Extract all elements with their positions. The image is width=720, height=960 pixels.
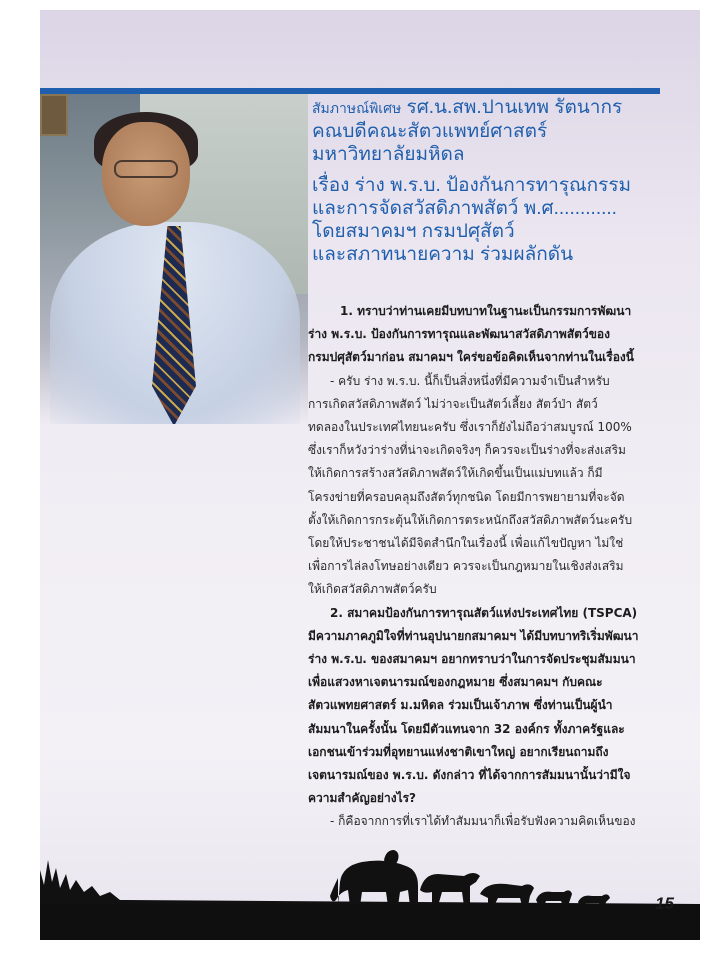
- question-2-line: มีความภาคภูมิใจที่ท่านอุปนายกสมาคมฯ ได้มีบทบาทริเริ่มพัฒนา: [308, 628, 639, 643]
- answer-1-line: การเกิดสวัสดิภาพสัตว์ ไม่ว่าจะเป็นสัตว์เลี้ยง สัตว์ป่า สัตว์: [308, 396, 598, 411]
- answer-1-line: โดยให้ประชาชนได้มีจิตสำนึกในเรื่องนี้ เพื่อแก้ไขปัญหา ไม่ใช่: [308, 536, 624, 551]
- article-body: [308, 300, 660, 834]
- footer-band: [40, 904, 700, 940]
- question-2-line: 2. สมาคมป้องกันการทารุณสัตว์แห่งประเทศไทย (TSPCA): [330, 605, 638, 620]
- magazine-page: [40, 10, 700, 940]
- answer-1: [308, 370, 660, 602]
- topic-line-2: และการจัดสวัสดิภาพสัตว์ พ.ศ............: [312, 198, 617, 219]
- question-1-line: กรมปศุสัตว์มาก่อน สมาคมฯ ใคร่ขอข้อคิดเห็นจากท่านในเรื่องนี้: [308, 350, 634, 365]
- answer-1-line: ทดลองในประเทศไทยนะครับ ซึ่งเราก็ยังไม่ถือว่าสมบูรณ์ 100%: [308, 420, 632, 435]
- topic-line-4: และสภาทนายความ ร่วมผลักดัน: [312, 244, 574, 265]
- question-1-line: ร่าง พ.ร.บ. ป้องกันการทารุณและพัฒนาสวัสดิภาพสัตว์ของ: [308, 327, 610, 342]
- elephant-silhouette: [330, 861, 418, 906]
- answer-1-line: ให้เกิดการสร้างสวัสดิภาพสัตว์ให้เกิดขึ้นเป็นแม่บทแล้ว ก็มี: [308, 466, 603, 481]
- monkey-silhouette: [384, 850, 399, 864]
- article-heading: [312, 96, 700, 266]
- page-number: 15: [655, 894, 674, 913]
- question-2-line: ร่าง พ.ร.บ. ของสมาคมฯ อยากทราบว่าในการจัดประชุมสัมมนา: [308, 652, 636, 667]
- question-2: [308, 602, 660, 811]
- interviewee-university: มหาวิทยาลัยมหิดล: [312, 144, 465, 165]
- answer-1-line: ตั้งให้เกิดการกระตุ้นให้เกิดการตระหนักถึงสวัสดิภาพสัตว์นะครับ: [308, 512, 633, 527]
- answer-1-line: ให้เกิดสวัสดิภาพสัตว์ครับ: [308, 582, 437, 597]
- photo-wall-frame: [40, 94, 68, 136]
- photo-person-glasses: [114, 160, 178, 178]
- topic-line-3: โดยสมาคมฯ กรมปศุสัตว์: [312, 221, 515, 242]
- interviewee-photo: [40, 94, 308, 424]
- horse-silhouette: [420, 873, 480, 906]
- question-1: [308, 300, 660, 370]
- question-2-line: ความสำคัญอย่างไร?: [308, 791, 417, 806]
- tiger-silhouette: [480, 884, 534, 906]
- question-2-line: สัตวแพทยศาสตร์ ม.มหิดล ร่วมเป็นเจ้าภาพ ซึ่งท่านเป็นผู้นำ: [308, 698, 613, 713]
- interviewee-position: คณบดีคณะสัตวแพทย์ศาสตร์: [312, 121, 548, 142]
- question-2-line: เจตนารมณ์ของ พ.ร.บ. ดังกล่าว ที่ได้จากการสัมมนานั้นว่ามีใจ: [308, 768, 631, 783]
- answer-2-line: - ก็คือจากการที่เราได้ทำสัมมนาก็เพื่อรับฟังความคิดเห็นของ: [330, 814, 636, 829]
- interview-label: สัมภาษณ์พิเศษ: [312, 100, 402, 116]
- heading-line-name: [312, 96, 700, 120]
- question-2-line: เอกชนเข้าร่วมที่อุทยานแห่งชาติเขาใหญ่ อยากเรียนถามถึง: [308, 744, 609, 759]
- question-2-line: สัมมนาในครั้งนั้น โดยมีตัวแทนจาก 32 องค์กร ทั้งภาครัฐและ: [308, 721, 625, 736]
- animal-silhouette-footer: [40, 830, 700, 910]
- topic-line-1: เรื่อง ร่าง พ.ร.บ. ป้องกันการทารุณกรรม: [312, 175, 632, 196]
- answer-1-line: ซึ่งเราก็หวังว่าร่างที่น่าจะเกิดจริงๆ ก็ควรจะเป็นร่างที่จะส่งเสริม: [308, 443, 626, 458]
- question-1-line: 1. ทราบว่าท่านเคยมีบทบาทในฐานะเป็นกรรมการพัฒนา: [340, 304, 632, 318]
- answer-1-line: โครงข่ายที่ครอบคลุมถึงสัตว์ทุกชนิด โดยมีการพยายามที่จะจัด: [308, 489, 625, 504]
- answer-1-line: เพื่อการไล่ลงโทษอย่างเดียว ควรจะเป็นกฎหมายในเชิงส่งเสริม: [308, 559, 624, 574]
- answer-1-line: - ครับ ร่าง พ.ร.บ. นี้ก็เป็นสิ่งหนึ่งที่มีความจำเป็นสำหรับ: [330, 373, 610, 388]
- question-2-line: เพื่อแสวงหาเจตนารมณ์ของกฎหมาย ซึ่งสมาคมฯ กับคณะ: [308, 675, 603, 690]
- interviewee-name: รศ.น.สพ.ปานเทพ รัตนากร: [406, 97, 623, 118]
